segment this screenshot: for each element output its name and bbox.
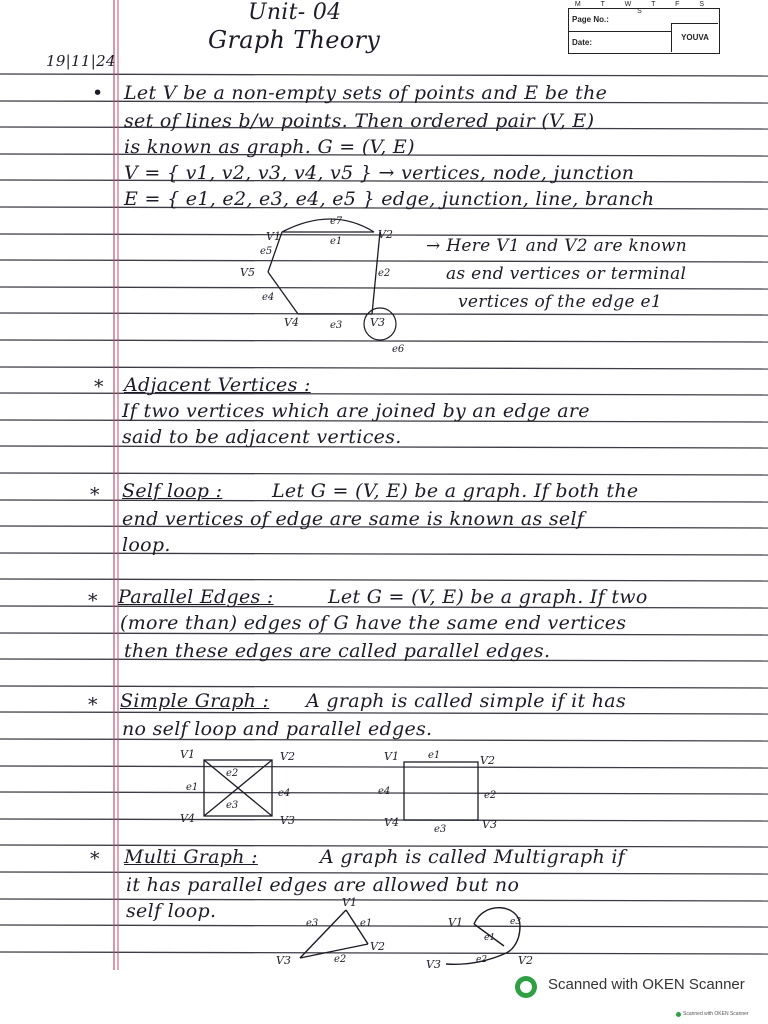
ruled-line xyxy=(0,473,768,475)
simple-line-1: A graph is called simple if it has xyxy=(306,690,626,712)
parallel-line-2: (more than) edges of G have the same end vertices xyxy=(120,612,627,634)
sg2-v2: V2 xyxy=(480,754,495,767)
ruled-line xyxy=(0,579,768,581)
sg2-e1: e1 xyxy=(428,750,441,761)
sg2-e2: e2 xyxy=(484,790,497,801)
heading-parallel-edges: Parallel Edges : xyxy=(118,586,274,608)
ruled-line xyxy=(0,393,768,395)
adjacent-line-2: said to be adjacent vertices. xyxy=(122,426,402,448)
date-label: Date: xyxy=(572,38,593,47)
parallel-line-1: Let G = (V, E) be a graph. If two xyxy=(328,586,648,608)
ruled-line xyxy=(0,712,768,714)
label-e3: e3 xyxy=(330,320,343,331)
note-line-1: → Here V1 and V2 are known xyxy=(426,236,687,256)
sg1-v4: V4 xyxy=(180,812,195,825)
simple-graph-figure-right xyxy=(372,746,512,832)
square-graph xyxy=(404,762,478,820)
star-bullet-4: * xyxy=(88,694,98,716)
intro-line-4: V = { v1, v2, v3, v4, v5 } → vertices, node, junction xyxy=(124,162,635,184)
sg2-e4: e4 xyxy=(378,786,391,797)
sg1-e1: e1 xyxy=(186,782,199,793)
oken-scanner-logo-icon xyxy=(515,976,537,998)
small-scanner-logo-icon xyxy=(676,1012,681,1017)
star-bullet-3: * xyxy=(88,590,98,612)
mg1-e3: e3 xyxy=(306,918,319,929)
multigraph-figure-left xyxy=(268,894,398,968)
adjacent-line-1: If two vertices which are joined by an edge are xyxy=(122,400,590,422)
note-date: 19|11|24 xyxy=(46,52,116,70)
sg1-v3: V3 xyxy=(280,814,295,827)
label-e5: e5 xyxy=(260,246,273,257)
self-loop-line-1: Let G = (V, E) be a graph. If both the xyxy=(272,480,639,502)
heading-multi-graph: Multi Graph : xyxy=(124,846,258,868)
box-divider xyxy=(569,31,671,32)
label-v3: V3 xyxy=(370,316,385,329)
edge-e7 xyxy=(282,219,374,232)
ruled-line xyxy=(0,686,768,688)
simple-graph-figure-left xyxy=(176,746,306,830)
sg1-e2: e2 xyxy=(226,768,239,779)
sg2-v1: V1 xyxy=(384,750,399,763)
multi-line-3: self loop. xyxy=(126,900,217,922)
ruled-line xyxy=(0,553,768,555)
intro-line-2: set of lines b/w points. Then ordered pair (V, E) xyxy=(124,110,595,132)
label-v2: V2 xyxy=(378,228,393,241)
label-v5: V5 xyxy=(240,266,255,279)
star-bullet-5: * xyxy=(90,848,100,870)
unit-heading: Unit- 04 xyxy=(248,0,342,25)
mg1-v1: V1 xyxy=(342,896,357,909)
sg2-v4: V4 xyxy=(384,816,399,829)
multigraph-figure-right xyxy=(424,896,554,972)
intro-line-5: E = { e1, e2, e3, e4, e5 } edge, junction, line, branch xyxy=(124,188,655,210)
mg2-edge-v3-v2 xyxy=(446,954,504,964)
mg2-v3: V3 xyxy=(426,958,441,971)
ruled-line xyxy=(0,367,768,369)
page-info-box xyxy=(568,1,720,54)
mg1-e2: e2 xyxy=(334,954,347,965)
simple-line-2: no self loop and parallel edges. xyxy=(122,718,433,740)
sg1-v2: V2 xyxy=(280,750,295,763)
weekday-row: M T W T F S S xyxy=(574,1,714,15)
brand-logo: YOUVA xyxy=(671,23,718,52)
heading-simple-graph: Simple Graph : xyxy=(120,690,270,712)
sg1-v1: V1 xyxy=(180,748,195,761)
mg1-v2: V2 xyxy=(370,940,385,953)
mg2-v1: V1 xyxy=(448,916,463,929)
label-e1: e1 xyxy=(330,236,343,247)
parallel-line-3: then these edges are called parallel edges. xyxy=(124,640,551,662)
multi-line-2: it has parallel edges are allowed but no xyxy=(126,874,520,896)
mg2-v2: V2 xyxy=(518,954,533,967)
label-e4: e4 xyxy=(262,292,275,303)
page-no-label: Page No.: xyxy=(572,15,609,24)
self-loop-line-3: loop. xyxy=(122,534,171,556)
star-bullet-1: * xyxy=(94,376,104,398)
mg1-e1: e1 xyxy=(360,918,373,929)
label-e6: e6 xyxy=(392,344,405,355)
label-e2: e2 xyxy=(378,268,391,279)
mg2-parallel-edge xyxy=(474,908,520,954)
ruled-line xyxy=(0,74,768,76)
scanner-watermark: Scanned with OKEN Scanner xyxy=(548,976,745,993)
star-bullet-2: * xyxy=(90,484,100,506)
label-v1: V1 xyxy=(266,230,281,243)
label-e7: e7 xyxy=(330,216,343,227)
sg1-e3: e3 xyxy=(226,800,239,811)
sg2-v3: V3 xyxy=(482,818,497,831)
heading-self-loop: Self loop : xyxy=(122,480,223,502)
intro-line-1: Let V be a non-empty sets of points and E be the xyxy=(124,82,608,104)
mg2-e3: e3 xyxy=(510,917,522,927)
self-loop-line-2: end vertices of edge are same is known as self xyxy=(122,508,585,530)
mg1-v3: V3 xyxy=(276,954,291,967)
note-line-3: vertices of the edge e1 xyxy=(458,292,663,312)
scanner-watermark-small: Scanned with OKEN Scanner xyxy=(683,1011,749,1017)
heading-adjacent-vertices: Adjacent Vertices : xyxy=(124,374,311,396)
intro-line-3: is known as graph. G = (V, E) xyxy=(124,136,415,158)
intro-graph-figure xyxy=(232,212,422,362)
multi-line-1: A graph is called Multigraph if xyxy=(320,846,626,868)
bullet: • xyxy=(92,82,104,104)
label-v4: V4 xyxy=(284,316,299,329)
sg1-e4: e4 xyxy=(278,788,291,799)
note-line-2: as end vertices or terminal xyxy=(446,264,687,284)
mg2-e2: e2 xyxy=(476,955,488,965)
mg2-e1: e1 xyxy=(484,933,496,943)
page-title: Graph Theory xyxy=(208,26,381,54)
sg2-e3: e3 xyxy=(434,824,447,832)
